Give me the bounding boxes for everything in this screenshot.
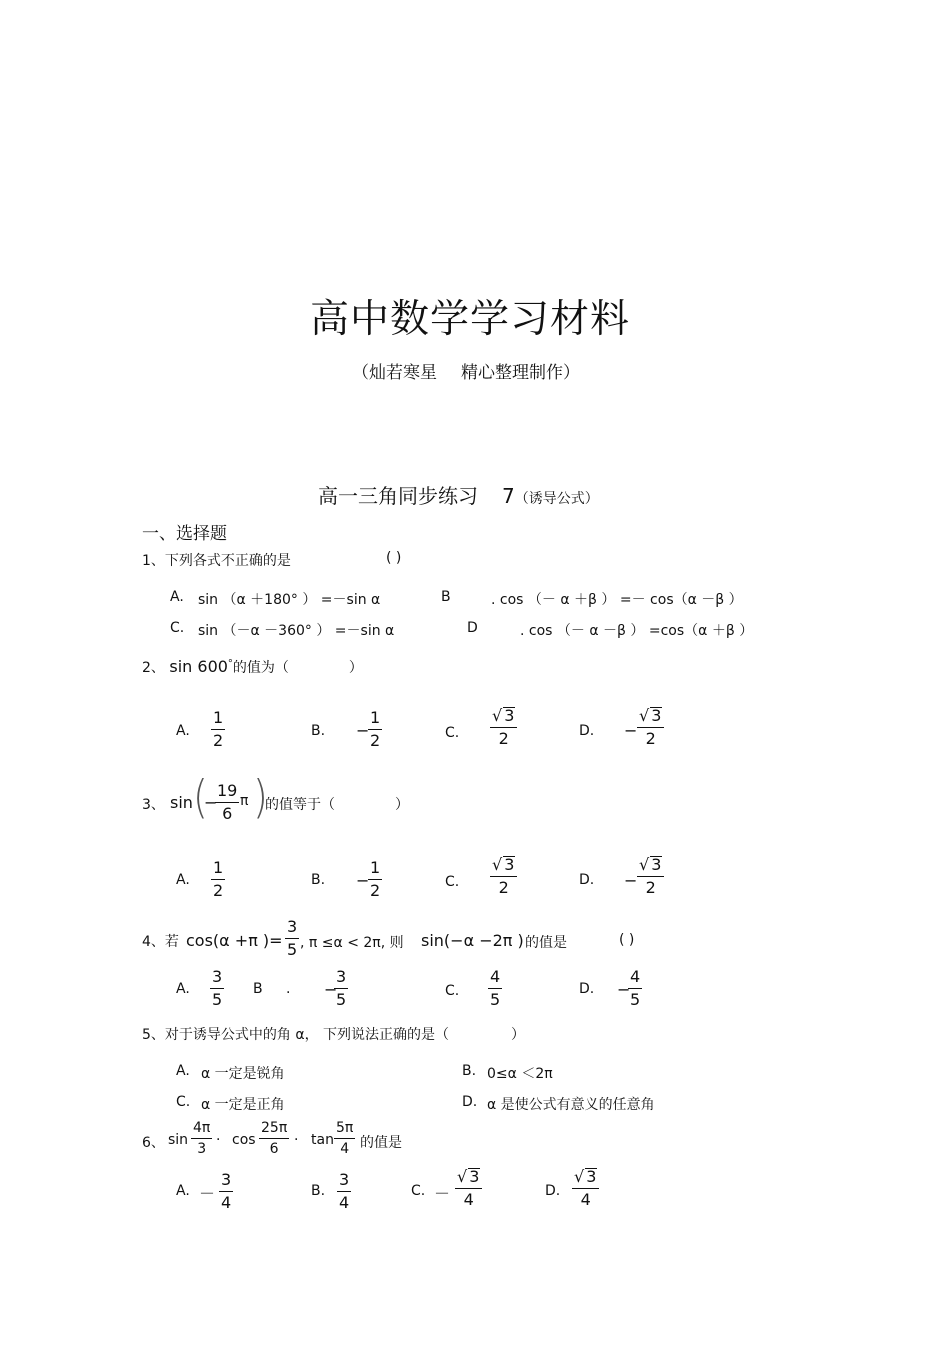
q1-option-d-label: D: [467, 620, 478, 636]
q6-tail: 的值是: [360, 1135, 402, 1151]
q2-a-num: 1: [211, 709, 225, 730]
q3-c-num: 3: [504, 855, 515, 874]
q2-option-c-label: C.: [445, 725, 460, 741]
q2-b-sign: −: [356, 721, 370, 740]
q3-tail-text: 的值等于（: [265, 797, 335, 813]
q6-frac-1: [191, 1120, 212, 1157]
exercise-number: 7: [502, 484, 515, 508]
q6-a-den: 4: [221, 1193, 232, 1212]
q6-f1-den: 3: [197, 1141, 207, 1157]
q6-d-num: 3: [586, 1167, 597, 1186]
q2-b-den: 2: [370, 731, 381, 750]
q3-option-b-label: B.: [311, 872, 326, 888]
q2-b-num: 1: [368, 709, 382, 730]
q6-sin: sin: [168, 1132, 189, 1148]
q2-tail: 的值为（: [232, 660, 289, 676]
q3-c-den: 2: [498, 878, 509, 897]
q6-f1-num: 4π: [191, 1120, 212, 1139]
q3-b-num: 1: [368, 859, 382, 880]
subtitle-close: 精心整理制作）: [461, 363, 580, 383]
q6-cos: cos: [232, 1132, 256, 1148]
q4-option-b-label: B: [253, 981, 263, 997]
q4-bracket: ( ): [619, 932, 635, 948]
q6-c-num-wrap: √ 3: [455, 1167, 482, 1189]
q4-option-a-label: A.: [176, 981, 190, 997]
q6-num: 6、: [142, 1135, 165, 1151]
q4-c-num: 4: [488, 968, 502, 989]
q2-d-sign: −: [624, 721, 638, 740]
q3-frac-num: 19: [215, 782, 239, 803]
q3-option-a-label: A.: [176, 872, 190, 888]
q4-option-c-frac: [488, 968, 502, 1009]
q5-stem: [142, 1024, 525, 1044]
q2-c-num-wrap: √ 3: [490, 706, 517, 728]
q4-sin-expr: sin(−α −2π ): [421, 931, 524, 950]
q1-option-b: . cos （－ α ＋β ） =－ cos（α －β ）: [491, 592, 743, 608]
q6-d-den: 4: [580, 1190, 591, 1209]
q5-close: ）: [511, 1027, 526, 1043]
subtitle-open: （灿若寒星: [352, 363, 437, 383]
q2-option-a-frac: [211, 709, 225, 750]
q6-c-den: 4: [463, 1190, 474, 1209]
q3-a-num: 1: [211, 859, 225, 880]
q5-option-c-label: C.: [176, 1094, 191, 1110]
q1-option-a-label: A.: [170, 589, 184, 605]
q4-cond: , π ≤α < 2π, 则: [300, 935, 404, 951]
q3-d-num-wrap: √ 3: [637, 855, 664, 877]
q4-num: 4、若: [142, 934, 179, 950]
page-subtitle: [352, 358, 580, 383]
q4-b-dot: .: [286, 981, 291, 997]
q4-option-a-frac: [210, 968, 224, 1009]
q6-option-d-frac: [572, 1167, 599, 1209]
q5-option-b-label: B.: [462, 1063, 477, 1079]
q3-option-c-frac: [490, 855, 517, 897]
q3-a-den: 2: [213, 881, 224, 900]
q4-c-den: 5: [490, 990, 501, 1009]
q6-option-b-label: B.: [311, 1183, 326, 1199]
q6-c-num: 3: [469, 1167, 480, 1186]
q6-option-c-frac: [455, 1167, 482, 1209]
q5-option-a-label: A.: [176, 1063, 190, 1079]
q2-option-b-frac: [368, 709, 382, 750]
q3-option-d-label: D.: [579, 872, 595, 888]
q6-frac-3: [334, 1120, 355, 1157]
section-title: 一、选择题: [142, 524, 227, 544]
q4-b-den: 5: [336, 990, 347, 1009]
q2-d-num-wrap: √ 3: [637, 706, 664, 728]
q2-stem: [142, 657, 363, 677]
q6-f3-num: 5π: [334, 1120, 355, 1139]
page-title: 高中数学学习材料: [310, 297, 631, 342]
q3-b-sign: −: [356, 871, 370, 890]
q5-option-b: 0≤α ＜2π: [487, 1066, 553, 1082]
q2-close: ）: [348, 660, 363, 676]
q6-a-sign: －: [199, 1184, 216, 1203]
q6-option-c-label: C.: [411, 1183, 426, 1199]
q4-d-num: 4: [628, 968, 642, 989]
q4-cos-expr: cos(α +π )=: [186, 931, 283, 950]
q1-bracket: ( ): [386, 550, 402, 566]
q6-b-den: 4: [339, 1193, 350, 1212]
q3-rparen: ): [253, 770, 268, 824]
exercise-title-text: 高一三角同步练习: [318, 484, 478, 508]
q6-option-a-label: A.: [176, 1183, 190, 1199]
q4-b-num: 3: [334, 968, 348, 989]
q3-d-num: 3: [651, 855, 662, 874]
q6-f3-den: 4: [340, 1141, 350, 1157]
q3-option-c-label: C.: [445, 874, 460, 890]
q1-option-b-label: B: [441, 589, 451, 605]
q4-option-d-label: D.: [579, 981, 595, 997]
q1-stem: 1、下列各式不正确的是: [142, 553, 291, 569]
q6-c-sign: －: [434, 1184, 451, 1203]
q3-d-sign: −: [624, 871, 638, 890]
q5-stem-text: 5、对于诱导公式中的角 α， 下列说法正确的是（: [142, 1027, 450, 1043]
q3-c-num-wrap: √ 3: [490, 855, 517, 877]
q3-frac-den: 6: [222, 804, 233, 823]
q6-b-num: 3: [337, 1171, 351, 1192]
q3-lparen: (: [193, 770, 208, 824]
q1-option-c-label: C.: [170, 620, 185, 636]
exercise-topic: （诱导公式）: [514, 491, 599, 507]
q6-option-a-frac: [219, 1171, 233, 1212]
q3-tail: [265, 794, 409, 814]
q6-option-b-frac: [337, 1171, 351, 1212]
q2-a-den: 2: [213, 731, 224, 750]
q2-num: 2、: [142, 660, 165, 676]
q1-option-a: sin （α ＋180° ） =－sin α: [198, 592, 381, 608]
q1-option-c: sin （－α －360° ） =－sin α: [198, 623, 395, 639]
q6-dot-1: ·: [216, 1132, 221, 1148]
q2-option-b-label: B.: [311, 723, 326, 739]
q3-fn: sin: [170, 793, 193, 812]
q4-option-c-label: C.: [445, 983, 460, 999]
q6-f2-num: 25π: [259, 1120, 289, 1139]
q2-expr: sin 600: [169, 657, 228, 676]
q3-option-b-frac: [368, 859, 382, 900]
q4-a-num: 3: [210, 968, 224, 989]
q6-f2-den: 6: [269, 1141, 279, 1157]
q4-frac-den: 5: [287, 940, 298, 959]
q2-d-den: 2: [645, 729, 656, 748]
q2-option-c-frac: [490, 706, 517, 748]
q4-a-den: 5: [212, 990, 223, 1009]
q2-option-a-label: A.: [176, 723, 190, 739]
q3-b-den: 2: [370, 881, 381, 900]
q1-option-d: . cos （－ α －β ） =cos（α ＋β ）: [520, 623, 754, 639]
q3-num: 3、: [142, 797, 165, 813]
q3-d-den: 2: [645, 878, 656, 897]
q3-sign: −: [204, 793, 218, 812]
q4-tail: 的值是: [525, 935, 567, 951]
q3-close: ）: [395, 797, 409, 813]
q5-option-d-label: D.: [462, 1094, 478, 1110]
q4-b-sign: −: [324, 980, 338, 999]
exercise-title: [318, 480, 599, 509]
q2-c-den: 2: [498, 729, 509, 748]
q6-dot-2: ·: [294, 1132, 299, 1148]
q2-option-d-frac: [637, 706, 664, 748]
q5-option-a: α 一定是锐角: [201, 1066, 285, 1082]
q3-option-d-frac: [637, 855, 664, 897]
q6-frac-2: [259, 1120, 289, 1157]
q6-a-num: 3: [219, 1171, 233, 1192]
q3-option-a-frac: [211, 859, 225, 900]
q4-option-b-frac: [334, 968, 348, 1009]
q4-option-d-frac: [628, 968, 642, 1009]
q5-option-d: α 是使公式有意义的任意角: [487, 1097, 655, 1113]
q4-frac-num: 3: [285, 918, 299, 939]
q3-pi: π: [240, 793, 249, 809]
q2-degree: °: [227, 658, 233, 670]
q5-option-c: α 一定是正角: [201, 1097, 285, 1113]
q6-d-num-wrap: √ 3: [572, 1167, 599, 1189]
q3-frac: [215, 782, 239, 823]
q4-d-den: 5: [630, 990, 641, 1009]
q4-frac: [285, 918, 299, 959]
q6-option-d-label: D.: [545, 1183, 561, 1199]
q2-d-num: 3: [651, 706, 662, 725]
q4-d-sign: −: [617, 980, 631, 999]
q2-c-num: 3: [504, 706, 515, 725]
q2-option-d-label: D.: [579, 723, 595, 739]
q6-tan: tan: [311, 1132, 334, 1148]
